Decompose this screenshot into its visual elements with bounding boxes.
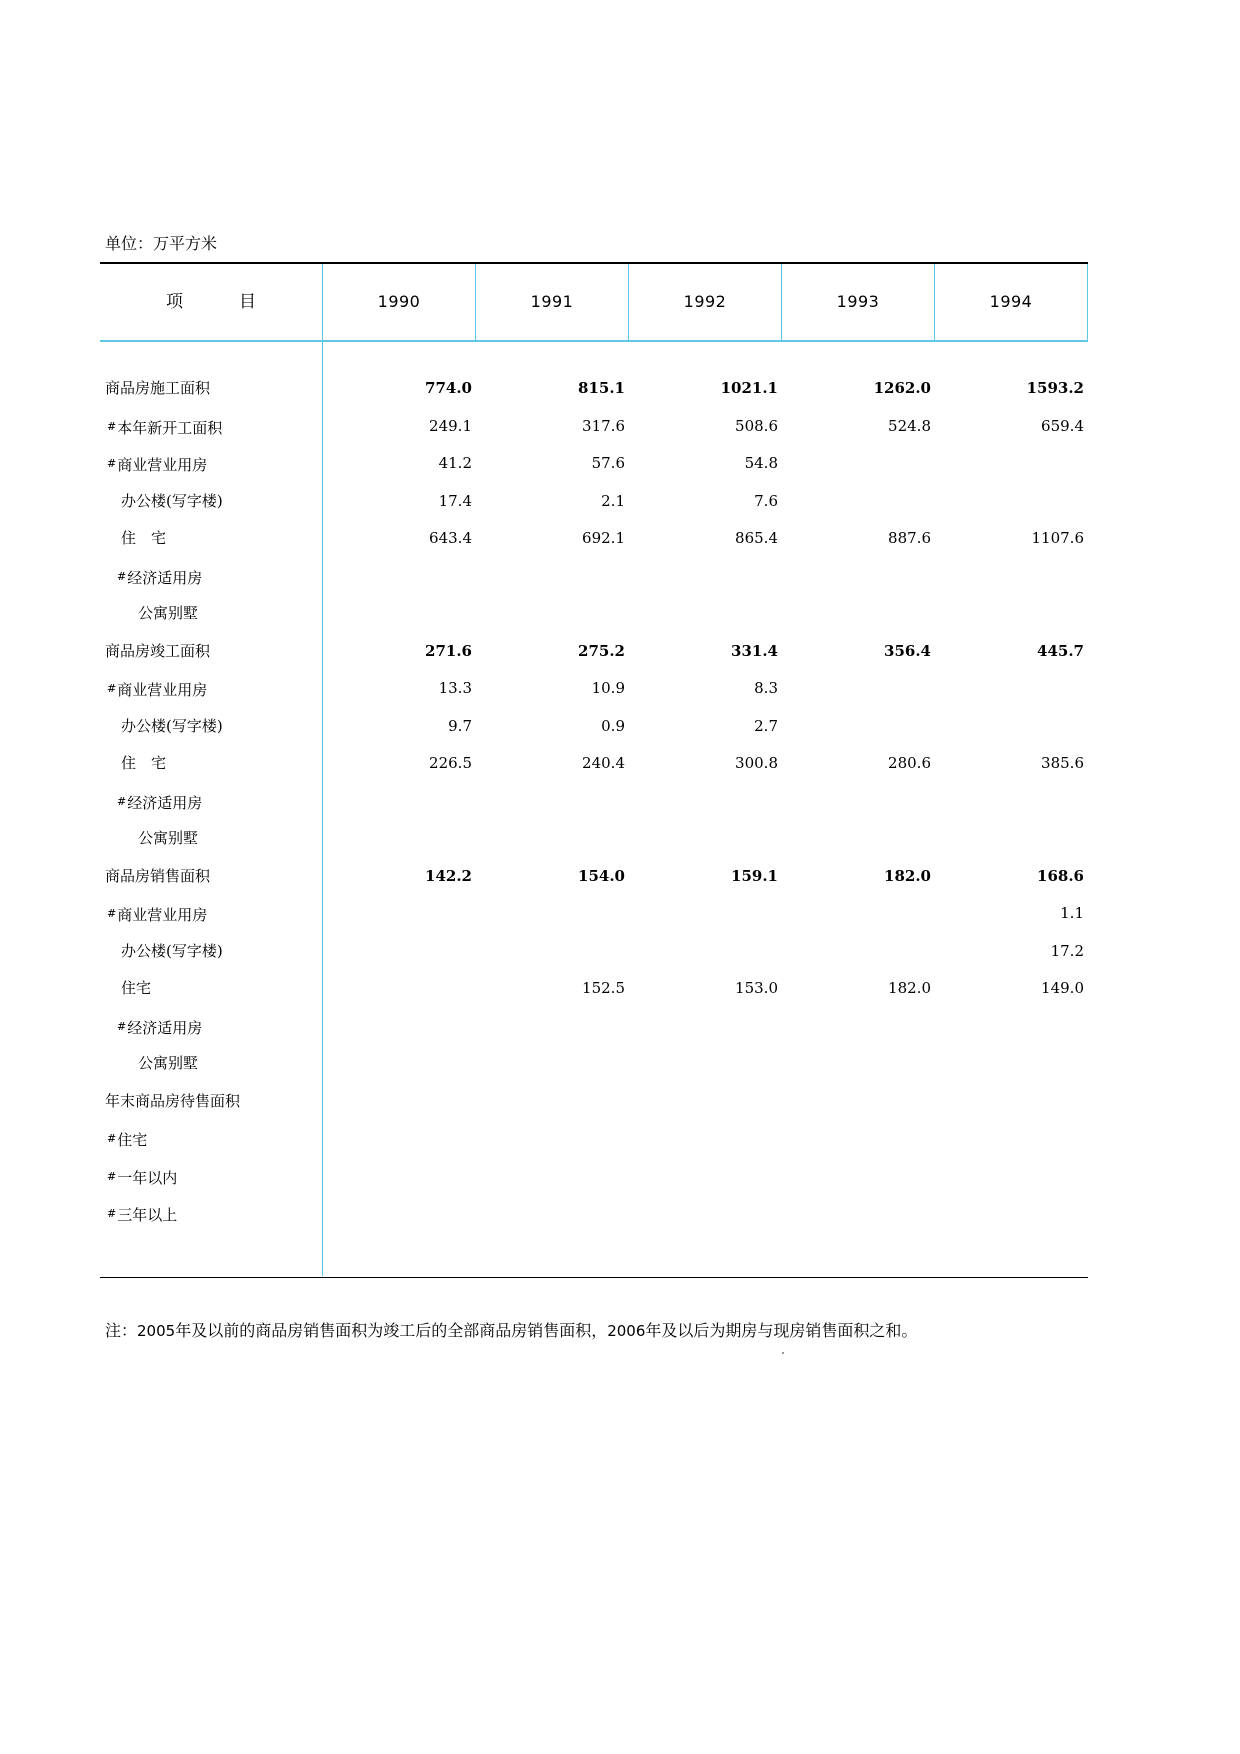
header-year-1992: 1992 xyxy=(683,292,727,311)
cell-1991 xyxy=(505,826,625,864)
cell-1990 xyxy=(352,1089,472,1127)
cell-1991 xyxy=(505,1014,625,1052)
cell-1994: 445.7 xyxy=(1037,641,1084,660)
cell-1990 xyxy=(352,564,472,602)
cell-1994: 1107.6 xyxy=(1031,529,1084,547)
row-label-text: 一年以内 xyxy=(117,1168,178,1187)
table-row xyxy=(100,639,1088,677)
cell-1992: 153.0 xyxy=(735,979,778,997)
footnote-mid: 年及以前的商品房销售面积为竣工后的全部商品房销售面积， xyxy=(175,1321,608,1340)
cell-1994 xyxy=(964,714,1084,752)
row-label: 住 宅 xyxy=(121,754,167,772)
footnote-prefix: 注： xyxy=(105,1321,138,1340)
cell-1992 xyxy=(658,1164,778,1202)
row-label: 年末商品房待售面积 xyxy=(105,1091,241,1110)
cell-1991: 154.0 xyxy=(578,866,625,885)
cell-1992 xyxy=(658,601,778,639)
table-row xyxy=(100,826,1088,864)
row-label xyxy=(117,564,202,602)
table-row xyxy=(100,901,1088,939)
cell-1993 xyxy=(811,601,931,639)
cell-1990: 17.4 xyxy=(438,491,472,510)
row-label xyxy=(107,1201,177,1239)
header-year-1990: 1990 xyxy=(377,292,421,311)
table-row xyxy=(100,976,1088,1014)
cell-1994: 659.4 xyxy=(1041,416,1084,435)
cell-1991: 815.1 xyxy=(578,379,625,397)
cell-1991 xyxy=(505,1201,625,1239)
table-row xyxy=(100,714,1088,752)
cell-1994 xyxy=(964,1126,1084,1164)
cell-1993 xyxy=(811,489,931,527)
cell-1992 xyxy=(658,1014,778,1052)
cell-1992 xyxy=(658,939,778,977)
cell-1993 xyxy=(811,1126,931,1164)
row-label xyxy=(117,1014,202,1052)
cell-1993: 182.0 xyxy=(888,979,931,997)
stray-dot xyxy=(782,1352,784,1354)
cell-1993 xyxy=(811,826,931,864)
header-item-part2: 目 xyxy=(239,292,256,312)
cell-1991: 317.6 xyxy=(582,416,625,435)
cell-1993: 280.6 xyxy=(888,754,931,772)
cell-1994 xyxy=(964,489,1084,527)
cell-1992 xyxy=(658,564,778,602)
row-label-text: 本年新开工面积 xyxy=(117,418,223,437)
row-label-text: 经济适用房 xyxy=(127,1018,203,1037)
cell-1990 xyxy=(352,601,472,639)
cell-1990: 13.3 xyxy=(438,679,472,697)
row-label xyxy=(107,1126,147,1164)
row-label: 商品房销售面积 xyxy=(105,866,211,885)
header-year-1991: 1991 xyxy=(530,292,574,311)
cell-1993: 356.4 xyxy=(884,641,931,660)
row-label: 公寓别墅 xyxy=(138,1054,199,1072)
row-label-text: 商业营业用房 xyxy=(117,456,208,474)
cell-1991: 152.5 xyxy=(582,979,625,997)
hash-marker: # xyxy=(107,1169,117,1183)
cell-1991 xyxy=(505,939,625,977)
cell-1992 xyxy=(658,1051,778,1089)
cell-1992 xyxy=(658,789,778,827)
cell-1992: 2.7 xyxy=(754,716,778,735)
cell-1992: 7.6 xyxy=(754,491,778,510)
row-label-text: 住宅 xyxy=(117,1131,148,1149)
hash-marker: # xyxy=(107,457,117,470)
cell-1991 xyxy=(505,901,625,939)
cell-1991: 0.9 xyxy=(601,716,625,735)
row-label-text: 商业营业用房 xyxy=(117,681,208,699)
header-item-part1: 项 xyxy=(166,292,183,312)
row-label-text: 经济适用房 xyxy=(127,793,203,812)
cell-1993 xyxy=(811,1014,931,1052)
cell-1990: 226.5 xyxy=(429,754,472,772)
row-label-text: 经济适用房 xyxy=(127,568,203,587)
row-label xyxy=(107,676,207,714)
unit-label: 单位：万平方米 xyxy=(105,234,218,253)
cell-1994 xyxy=(964,1014,1084,1052)
cell-1990 xyxy=(352,789,472,827)
table-row xyxy=(100,451,1088,489)
row-label xyxy=(107,1164,177,1202)
footnote-year-b: 2006 xyxy=(607,1322,646,1340)
table-row xyxy=(100,489,1088,527)
row-label: 办公楼(写字楼) xyxy=(121,716,223,735)
row-label-text: 三年以上 xyxy=(117,1206,178,1224)
cell-1992: 865.4 xyxy=(735,529,778,547)
cell-1992 xyxy=(658,901,778,939)
table-row xyxy=(100,1089,1088,1127)
table-row xyxy=(100,1126,1088,1164)
header-year-1994: 1994 xyxy=(989,292,1033,311)
cell-1994: 17.2 xyxy=(1050,941,1084,960)
hash-marker: # xyxy=(117,569,127,583)
cell-1991: 2.1 xyxy=(601,491,625,510)
table-row xyxy=(100,1164,1088,1202)
table-row xyxy=(100,376,1088,414)
row-label: 住 宅 xyxy=(121,529,167,547)
cell-1991 xyxy=(505,1089,625,1127)
table-row xyxy=(100,414,1088,452)
hash-marker: # xyxy=(107,1207,117,1220)
header-divider xyxy=(475,264,476,340)
cell-1991: 57.6 xyxy=(591,454,625,472)
cell-1991 xyxy=(505,789,625,827)
row-label: 办公楼(写字楼) xyxy=(121,941,223,960)
cell-1991 xyxy=(505,601,625,639)
cell-1992 xyxy=(658,1201,778,1239)
cell-1993 xyxy=(811,714,931,752)
hash-marker: # xyxy=(107,419,117,433)
cell-1993 xyxy=(811,1164,931,1202)
cell-1994 xyxy=(964,1051,1084,1089)
cell-1994 xyxy=(964,826,1084,864)
header-divider xyxy=(1087,264,1088,340)
cell-1990 xyxy=(352,1014,472,1052)
cell-1990: 41.2 xyxy=(438,454,472,472)
cell-1992 xyxy=(658,1089,778,1127)
cell-1991: 275.2 xyxy=(578,641,625,660)
footnote xyxy=(105,1320,917,1342)
cell-1991: 10.9 xyxy=(591,679,625,697)
cell-1992 xyxy=(658,826,778,864)
cell-1992: 331.4 xyxy=(731,641,778,660)
table-header xyxy=(100,264,1088,342)
header-item xyxy=(100,264,322,340)
cell-1990 xyxy=(352,939,472,977)
cell-1990: 142.2 xyxy=(425,866,472,885)
hash-marker: # xyxy=(107,1132,117,1145)
statistics-table xyxy=(100,262,1088,1278)
cell-1994 xyxy=(964,1164,1084,1202)
cell-1992: 1021.1 xyxy=(720,379,778,397)
table-row xyxy=(100,864,1088,902)
cell-1993: 1262.0 xyxy=(873,379,931,397)
cell-1993 xyxy=(811,1201,931,1239)
table-row xyxy=(100,939,1088,977)
cell-1994 xyxy=(964,451,1084,489)
cell-1990 xyxy=(352,1126,472,1164)
cell-1992: 159.1 xyxy=(731,866,778,885)
header-divider xyxy=(628,264,629,340)
table-row xyxy=(100,1201,1088,1239)
cell-1991 xyxy=(505,564,625,602)
cell-1994 xyxy=(964,564,1084,602)
header-year-1993: 1993 xyxy=(836,292,880,311)
hash-marker: # xyxy=(107,682,117,695)
table-row xyxy=(100,564,1088,602)
hash-marker: # xyxy=(117,1019,127,1033)
cell-1992: 300.8 xyxy=(735,754,778,772)
cell-1990 xyxy=(352,1164,472,1202)
cell-1994: 149.0 xyxy=(1041,979,1084,997)
footnote-suffix: 年及以后为期房与现房销售面积之和。 xyxy=(645,1321,918,1340)
row-label: 商品房施工面积 xyxy=(105,379,211,397)
cell-1992 xyxy=(658,1126,778,1164)
row-label xyxy=(107,451,207,489)
cell-1992: 508.6 xyxy=(735,416,778,435)
cell-1993 xyxy=(811,1089,931,1127)
table-body xyxy=(100,376,1088,1239)
row-label-text: 商业营业用房 xyxy=(117,906,208,924)
cell-1990 xyxy=(352,826,472,864)
cell-1994 xyxy=(964,1201,1084,1239)
cell-1991 xyxy=(505,1126,625,1164)
cell-1990: 9.7 xyxy=(448,716,472,735)
cell-1993 xyxy=(811,901,931,939)
row-label: 住宅 xyxy=(121,979,152,997)
row-label xyxy=(117,789,202,827)
table-row xyxy=(100,751,1088,789)
cell-1991: 240.4 xyxy=(582,754,625,772)
row-label: 公寓别墅 xyxy=(138,604,199,622)
cell-1993 xyxy=(811,564,931,602)
cell-1991 xyxy=(505,1164,625,1202)
cell-1990: 271.6 xyxy=(425,641,472,660)
cell-1990: 774.0 xyxy=(425,379,472,397)
table-row xyxy=(100,526,1088,564)
cell-1990 xyxy=(352,976,472,1014)
hash-marker: # xyxy=(107,907,117,920)
cell-1993 xyxy=(811,939,931,977)
row-label: 商品房竣工面积 xyxy=(105,641,211,660)
cell-1991 xyxy=(505,1051,625,1089)
cell-1990 xyxy=(352,901,472,939)
cell-1994: 168.6 xyxy=(1037,866,1084,885)
header-divider xyxy=(781,264,782,340)
cell-1994: 385.6 xyxy=(1041,754,1084,772)
cell-1993 xyxy=(811,676,931,714)
cell-1994: 1.1 xyxy=(1060,904,1084,922)
row-label: 公寓别墅 xyxy=(138,829,199,847)
cell-1994 xyxy=(964,676,1084,714)
cell-1991: 692.1 xyxy=(582,529,625,547)
row-label xyxy=(107,414,222,452)
table-row xyxy=(100,601,1088,639)
cell-1990 xyxy=(352,1201,472,1239)
cell-1994 xyxy=(964,601,1084,639)
header-divider xyxy=(934,264,935,340)
cell-1993 xyxy=(811,1051,931,1089)
cell-1994 xyxy=(964,789,1084,827)
cell-1993: 524.8 xyxy=(888,416,931,435)
row-label: 办公楼(写字楼) xyxy=(121,491,223,510)
cell-1990 xyxy=(352,1051,472,1089)
cell-1994 xyxy=(964,1089,1084,1127)
table-row xyxy=(100,1014,1088,1052)
cell-1993 xyxy=(811,789,931,827)
cell-1990: 249.1 xyxy=(429,416,472,435)
cell-1993 xyxy=(811,451,931,489)
footnote-year-a: 2005 xyxy=(137,1322,176,1340)
table-row xyxy=(100,789,1088,827)
cell-1993: 182.0 xyxy=(884,866,931,885)
table-row xyxy=(100,676,1088,714)
cell-1992: 8.3 xyxy=(754,679,778,697)
cell-1994: 1593.2 xyxy=(1026,379,1084,397)
hash-marker: # xyxy=(117,794,127,808)
cell-1993: 887.6 xyxy=(888,529,931,547)
cell-1990: 643.4 xyxy=(429,529,472,547)
table-row xyxy=(100,1051,1088,1089)
row-label xyxy=(107,901,207,939)
cell-1992: 54.8 xyxy=(744,454,778,472)
